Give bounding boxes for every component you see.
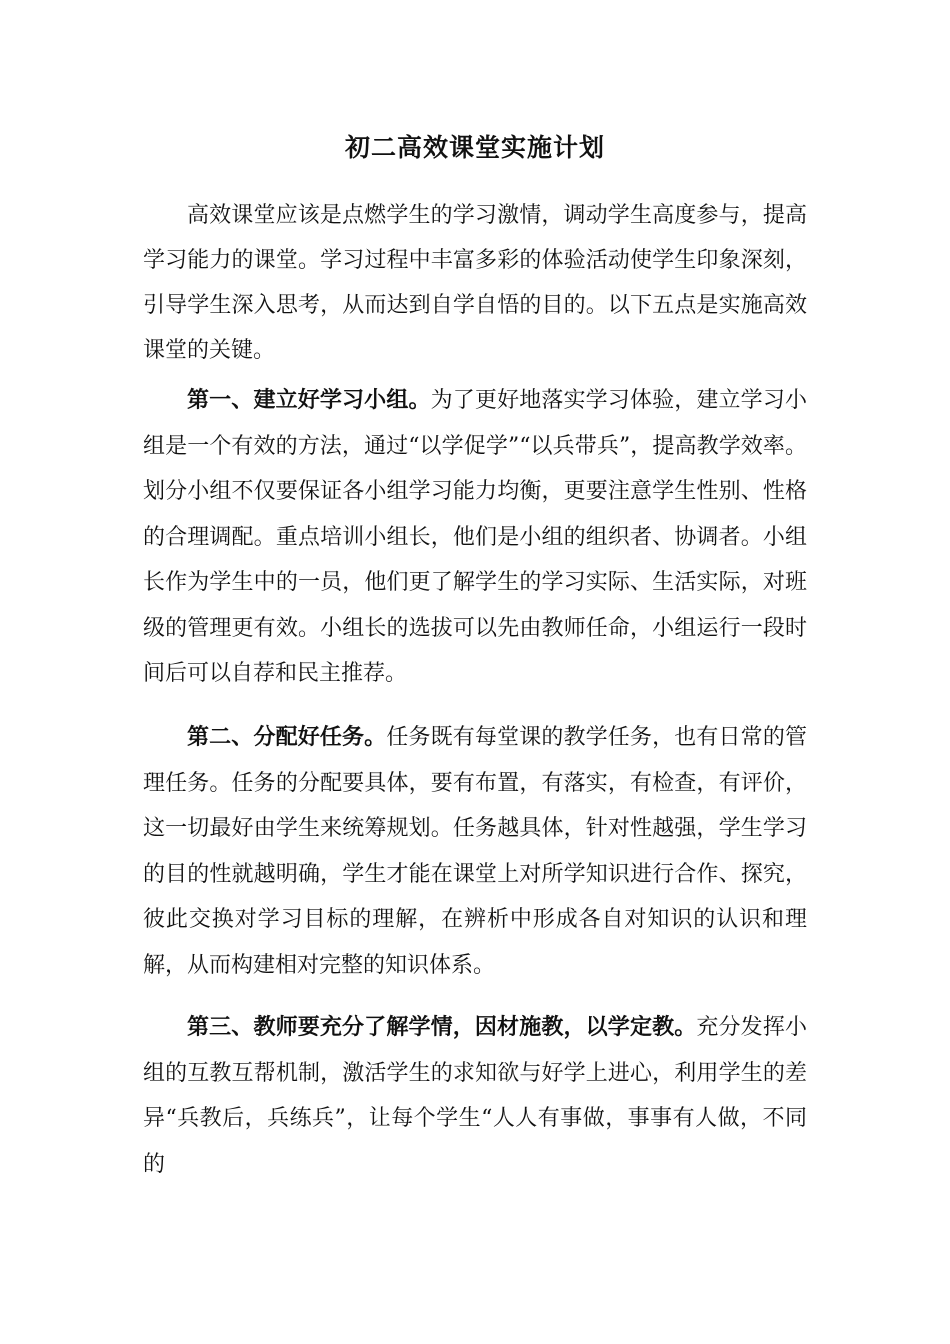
- section-3-body: 充分发挥小组的互教互帮机制，激活学生的求知欲与好学上进心，利用学生的差异“兵教后，兵练兵”，让每个学生“人人有事做，事事有人做，不同的: [143, 1015, 807, 1177]
- section-3-paragraph: [143, 1005, 807, 1187]
- intro-paragraph: [143, 193, 807, 373]
- section-1-body: 为了更好地落实学习体验，建立学习小组是一个有效的方法，通过“以学促学”“以兵带兵”，提高教学效率。划分小组不仅要保证各小组学习能力均衡，更要注意学生性别、性格的合理调配。重点培训小组长，他们是小组的组织者、协调者。小组长作为学生中的一员，他们更了解学生的学习实际、生活实际，对班级的管理更有效。小组长的选拔可以先由教师任命，小组运行一段时间后可以自荐和民主推荐。: [143, 388, 807, 686]
- section-1-heading: 第一、建立好学习小组。: [187, 387, 431, 413]
- section-2-heading: 第二、分配好任务。: [187, 724, 387, 750]
- section-1-paragraph: [143, 378, 807, 697]
- section-3-heading: 第三、教师要充分了解学情，因材施教，以学定教。: [187, 1014, 697, 1040]
- document-title: 初二高效课堂实施计划: [344, 133, 605, 162]
- section-2-paragraph: [143, 715, 807, 988]
- intro-text: 高效课堂应该是点燃学生的学习激情，调动学生高度参与，提高学习能力的课堂。学习过程中丰富多彩的体验活动使学生印象深刻，引导学生深入思考，从而达到自学自悟的目的。以下五点是实施高效课堂的关键。: [143, 203, 807, 363]
- section-2-body: 任务既有每堂课的教学任务，也有日常的管理任务。任务的分配要具体，要有布置，有落实，有检查，有评价，这一切最好由学生来统筹规划。任务越具体，针对性越强，学生学习的目的性就越明确，学生才能在课堂上对所学知识进行合作、探究，彼此交换对学习目标的理解，在辨析中形成各自对知识的认识和理解，从而构建相对完整的知识体系。: [143, 725, 807, 978]
